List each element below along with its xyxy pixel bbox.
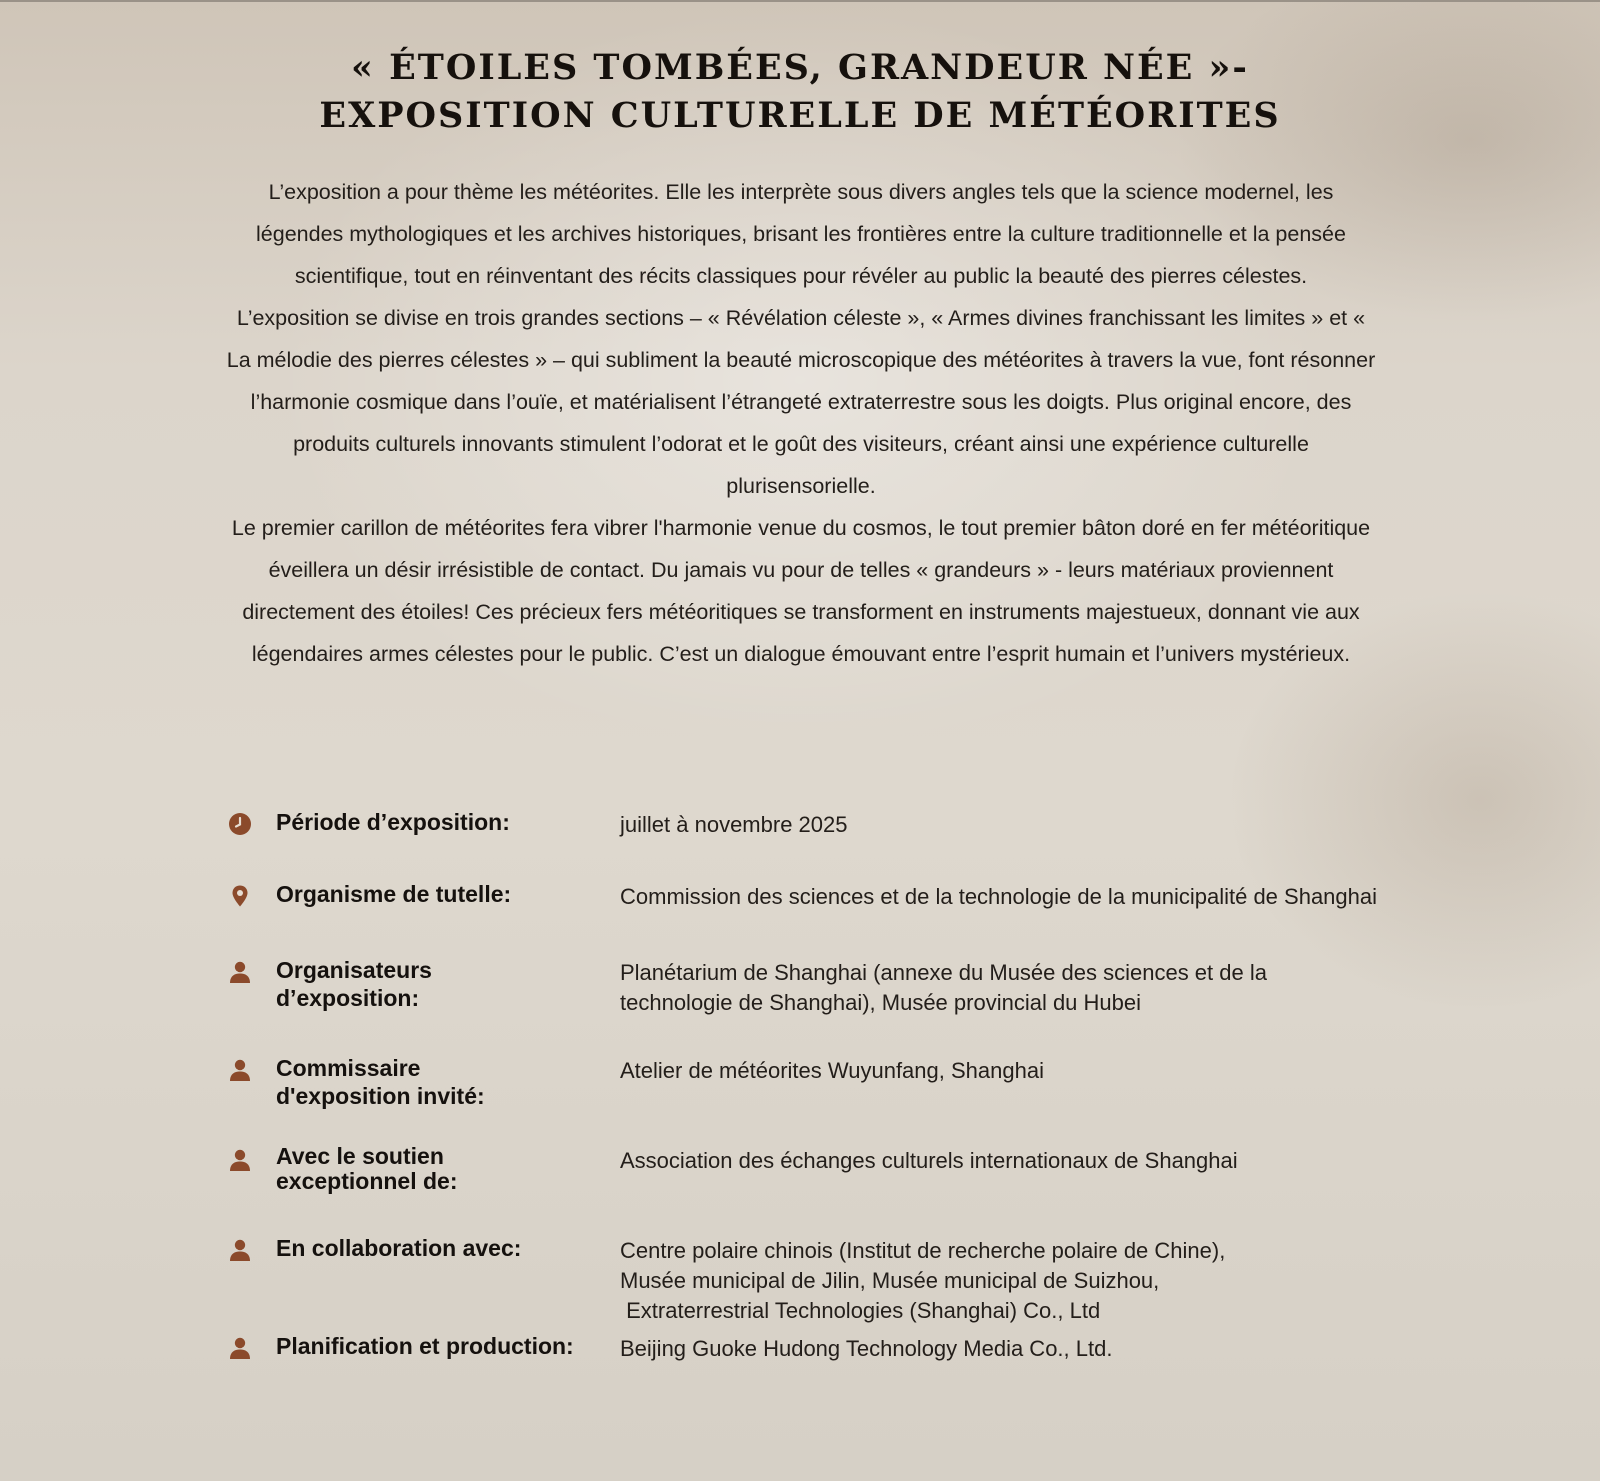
intro-paragraph: L’exposition a pour thème les météorites. Elle les interprète sous divers angles tels que la science modernel, les légendes mythologiques et les archives historiques, brisant les frontières entre la culture traditionnelle et la pensée scientifique, tout en réinventant des récits classiques pour révéler au public la beauté des pierres célestes. xyxy=(256,180,1346,288)
person-icon xyxy=(228,960,252,984)
intro-paragraph: Le premier carillon de météorites fera vibrer l'harmonie venue du cosmos, le tout premier bâton doré en fer météoritique éveillera un désir irrésistible de contact. Du jamais vu pour de telles « grandeurs » - leurs matériaux proviennent directement des étoiles! Ces précieux fers météoritiques se transforment en instruments majestueux, donnant vie aux légendaires armes célestes pour le public. C’est un dialogue émouvant entre l’esprit humain et l’univers mystérieux. xyxy=(231,516,1371,666)
info-value xyxy=(620,1146,1580,1176)
info-value xyxy=(620,882,1580,912)
location-pin-icon xyxy=(228,884,252,908)
info-value-line: Atelier de météorites Wuyunfang, Shanghai xyxy=(620,1058,1044,1083)
info-label: Planification et production: xyxy=(276,1333,574,1359)
info-label: En collaboration avec: xyxy=(276,1235,522,1261)
info-label: Période d’exposition: xyxy=(276,809,510,835)
title-line-1: « ÉTOILES TOMBÉES, GRANDEUR NÉE »- xyxy=(351,47,1249,88)
info-value xyxy=(620,1236,1580,1326)
info-value-line: Beijing Guoke Hudong Technology Media Co., Ltd. xyxy=(620,1336,1113,1361)
person-icon xyxy=(228,1336,252,1360)
page-title xyxy=(0,44,1600,140)
info-value-line: Commission des sciences et de la technologie de la municipalité de Shanghai xyxy=(620,884,1378,909)
info-value xyxy=(620,1334,1580,1364)
person-icon xyxy=(228,1148,252,1172)
info-value-line: Extraterrestrial Technologies (Shanghai) Co., Ltd xyxy=(620,1298,1101,1323)
info-value-line: Centre polaire chinois (Institut de recherche polaire de Chine), xyxy=(620,1238,1226,1263)
top-border xyxy=(0,0,1600,2)
info-value xyxy=(620,958,1580,1018)
info-value-line: juillet à novembre 2025 xyxy=(620,812,848,837)
clock-icon xyxy=(228,812,252,836)
info-label: Organisateurs d’exposition: xyxy=(276,957,432,1011)
intro-paragraph: L’exposition se divise en trois grandes sections – « Révélation céleste », « Armes divines franchissant les limites » et « La mélodie des pierres célestes » – qui subliment la beauté microscopique des météorites à travers la vue, font résonner l’harmonie cosmique dans l’ouïe, et matérialisent l’étrangeté extraterrestre sous les doigts. Plus original encore, des produits culturels innovants stimulent l’odorat et le goût des visiteurs, créant ainsi une expérience culturelle plurisensorielle. xyxy=(226,306,1376,498)
info-label: Commissaire d'exposition invité: xyxy=(276,1055,485,1109)
person-icon xyxy=(228,1058,252,1082)
info-value-line: Planétarium de Shanghai (annexe du Musée des sciences et de la xyxy=(620,960,1267,985)
info-value xyxy=(620,810,1580,840)
person-icon xyxy=(228,1238,252,1262)
info-label: Avec le soutien exceptionnel de: xyxy=(276,1143,458,1194)
info-label: Organisme de tutelle: xyxy=(276,881,512,907)
intro-text xyxy=(226,171,1376,675)
info-value xyxy=(620,1056,1580,1086)
info-value-line: technologie de Shanghai), Musée provincial du Hubei xyxy=(620,990,1142,1015)
title-line-2: EXPOSITION CULTURELLE DE MÉTÉORITES xyxy=(319,95,1281,136)
info-value-line: Musée municipal de Jilin, Musée municipal de Suizhou, xyxy=(620,1268,1160,1293)
info-value-line: Association des échanges culturels internationaux de Shanghai xyxy=(620,1148,1238,1173)
